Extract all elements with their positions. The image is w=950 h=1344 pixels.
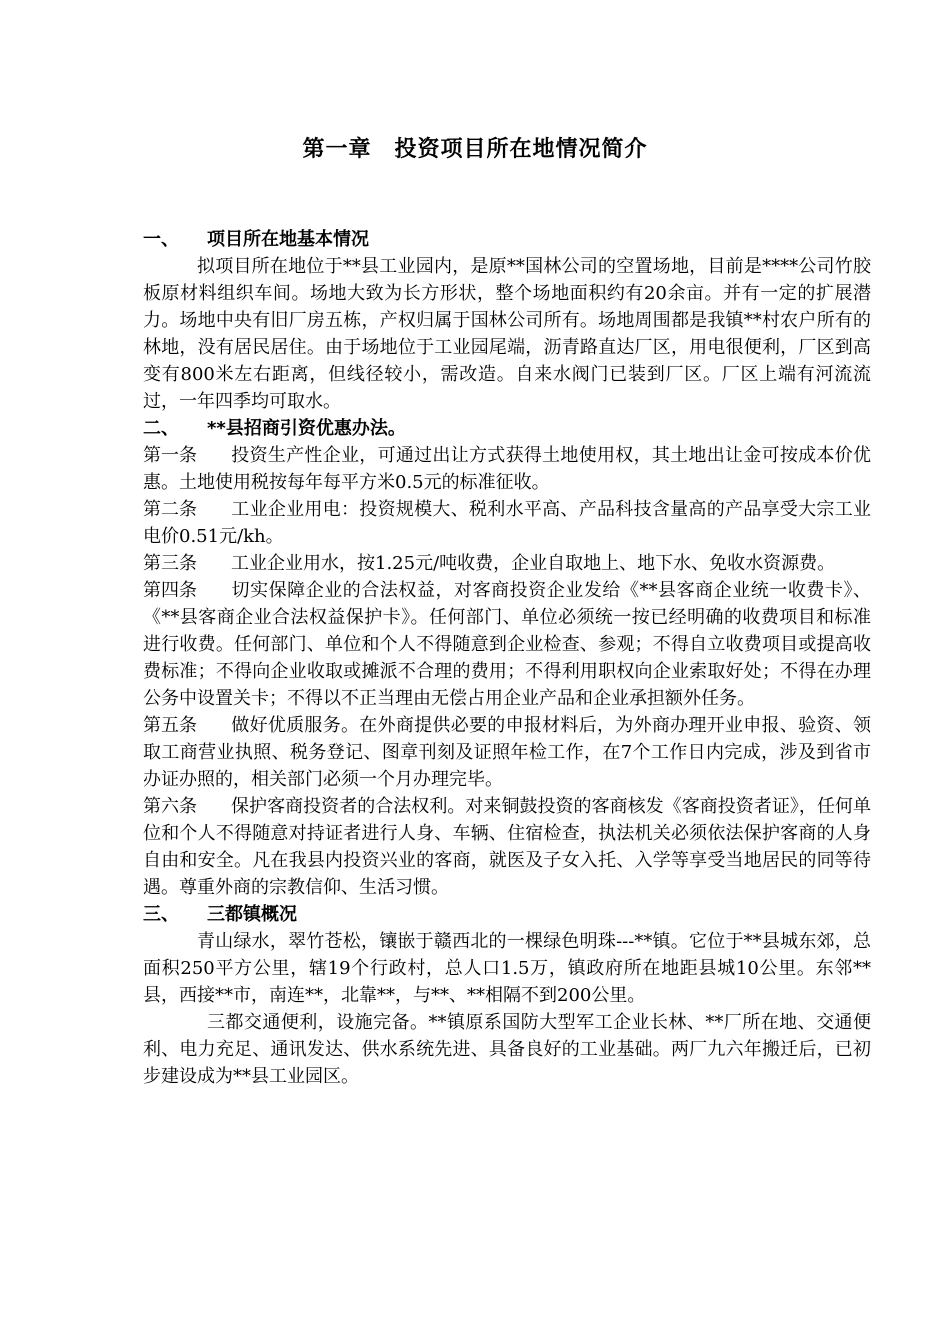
- section-paragraph: 拟项目所在地位于**县工业园内，是原**国林公司的空置场地，目前是****公司竹胶板原材料组织车间。场地大致为长方形状，整个场地面积约有20余亩。并有一定的扩展潜力。场地中央有旧厂房五栋，产权归属于国林公司所有。场地周围都是我镇**村农户所有的林地，没有居民居住。由于场地位于工业园尾端，沥青路直达厂区，用电很便利，厂区到高变有800米左右距离，但线径较小，需改造。自来水阀门已装到厂区。厂区上端有河流流过，一年四季均可取水。: [143, 256, 871, 412]
- article-text: 投资生产性企业，可通过出让方式获得土地使用权，其土地出让金可按成本价优惠。土地使用税按每年每平方米0.5元的标准征收。: [143, 445, 871, 493]
- document-body: [143, 226, 871, 1090]
- section-paragraph: 三都交通便利，设施完备。**镇原系国防大型军工企业长林、**厂所在地、交通便利、电力充足、通讯发达、供水系统先进、具备良好的工业基础。两厂九六年搬迁后，已初步建设成为**县工业园区。: [143, 1012, 871, 1087]
- section-title: 三都镇概况: [207, 904, 297, 925]
- article-4: [143, 577, 871, 712]
- section-number: 三、: [143, 904, 179, 925]
- article-5: [143, 712, 871, 793]
- article-label: 第三条: [143, 553, 197, 574]
- article-text: 工业企业用电：投资规模大、税利水平高、产品科技含量高的产品享受大宗工业电价0.51元/kh。: [143, 499, 871, 547]
- section-heading-1: [143, 226, 871, 253]
- article-3: [143, 550, 871, 577]
- chapter-title: 第一章 投资项目所在地情况简介: [302, 137, 648, 162]
- article-label: 第二条: [143, 499, 197, 520]
- article-label: 第一条: [143, 445, 197, 466]
- section-title: 项目所在地基本情况: [207, 229, 369, 250]
- article-label: 第四条: [143, 580, 197, 601]
- article-text: 保护客商投资者的合法权利。对来铜鼓投资的客商核发《客商投资者证》，任何单位和个人不得随意对持证者进行人身、车辆、住宿检查，执法机关必须依法保护客商的人身自由和安全。凡在我县内投资兴业的客商，就医及子女入托、入学等享受当地居民的同等待遇。尊重外商的宗教信仰、生活习惯。: [143, 796, 871, 898]
- article-6: [143, 793, 871, 901]
- article-text: 切实保障企业的合法权益，对客商投资企业发给《**县客商企业统一收费卡》、《**县客商企业合法权益保护卡》。任何部门、单位必须统一按已经明确的收费项目和标准进行收费。任何部门、单位和个人不得随意到企业检查、参观；不得自立收费项目或提高收费标准；不得向企业收取或摊派不合理的费用；不得利用职权向企业索取好处；不得在办理公务中设置关卡；不得以不正当理由无偿占用企业产品和企业承担额外任务。: [143, 580, 871, 709]
- section-heading-2: [143, 415, 871, 442]
- section-title: **县招商引资优惠办法。: [207, 418, 406, 439]
- section-number: 二、: [143, 418, 179, 439]
- article-2: [143, 496, 871, 550]
- article-text: 做好优质服务。在外商提供必要的申报材料后，为外商办理开业申报、验资、领取工商营业执照、税务登记、图章刊刻及证照年检工作，在7个工作日内完成，涉及到省市办证办照的，相关部门必须一个月办理完毕。: [143, 715, 871, 790]
- section-paragraph: 青山绿水，翠竹苍松，镶嵌于赣西北的一棵绿色明珠---**镇。它位于**县城东郊，总面积250平方公里，辖19个行政村，总人口1.5万，镇政府所在地距县城10公里。东邻**县，西接**市，南连**，北靠**，与**、**相隔不到200公里。: [143, 931, 871, 1006]
- section-heading-3: [143, 901, 871, 928]
- article-label: 第五条: [143, 715, 197, 736]
- section-number: 一、: [143, 229, 179, 250]
- article-1: [143, 442, 871, 496]
- article-label: 第六条: [143, 796, 197, 817]
- article-text: 工业企业用水，按1.25元/吨收费，企业自取地上、地下水、免收水资源费。: [231, 553, 836, 574]
